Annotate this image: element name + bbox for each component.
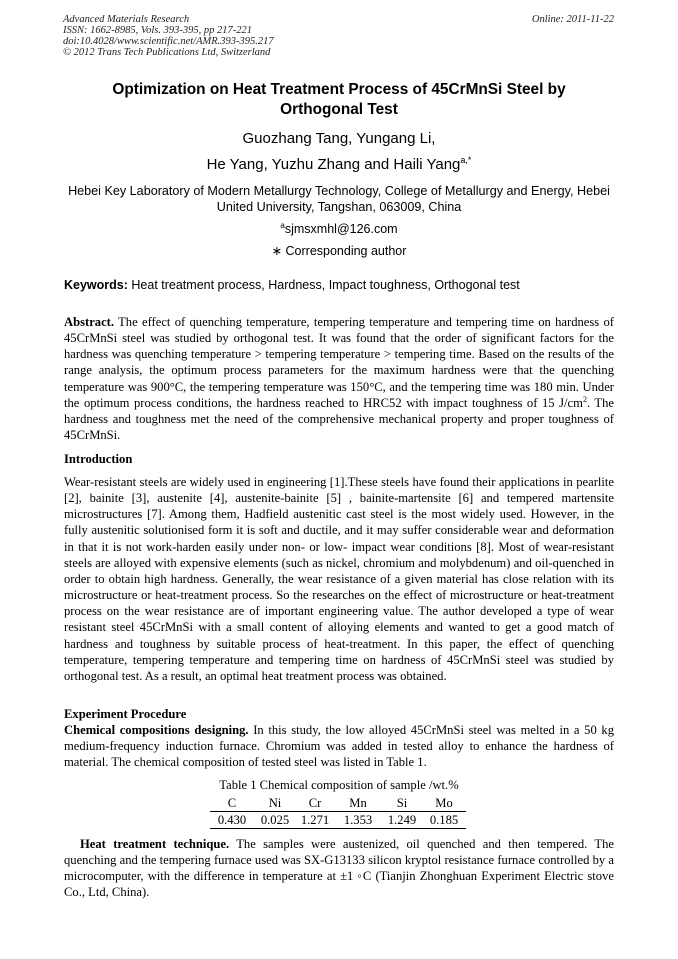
title-line-2: Orthogonal Test	[280, 101, 398, 118]
journal-name: Advanced Materials Research	[63, 14, 190, 25]
email-mark: a	[280, 221, 285, 230]
authors-names: He Yang, Yuzhu Zhang and Haili Yang	[206, 156, 461, 173]
affiliation-line-1: Hebei Key Laboratory of Modern Metallurgy Technology, College of Metallurgy and Energy, Hebei	[68, 184, 610, 198]
email-address[interactable]: sjmsxmhl@126.com	[284, 222, 398, 236]
experiment-heading: Experiment Procedure	[64, 707, 187, 721]
affiliation	[60, 183, 618, 215]
affiliation-line-2: United University, Tangshan, 063009, China	[216, 200, 462, 214]
paper-title	[60, 80, 618, 120]
authors-line-1: Guozhang Tang, Yungang Li,	[242, 130, 436, 147]
table-header-cell: Ni	[254, 795, 296, 812]
chem-text: In this study, the low alloyed 45CrMnSi steel was melted in a 50 kg medium-frequency induction furnace. Chromium was added in tested alloy to enhance the hardness of material. The chemical composition of tested steel was listed in Table 1.	[64, 723, 614, 770]
online-date: Online: 2011-11-22	[531, 14, 614, 25]
journal-info	[63, 14, 274, 58]
abstract-sup: 2	[582, 394, 587, 404]
table-cell: 0.430	[210, 812, 254, 829]
chemical-composition-table	[210, 795, 466, 829]
table-row	[210, 812, 466, 829]
journal-issn: ISSN: 1662-8985, Vols. 393-395, pp 217-221	[63, 25, 252, 36]
table-cell: 0.025	[254, 812, 296, 829]
title-line-1: Optimization on Heat Treatment Process of 45CrMnSi Steel by	[112, 81, 566, 98]
author-email	[60, 222, 618, 236]
heat-text: The samples were austenized, oil quenched and then tempered. The quenching and the tempering furnace used was SX-G13133 silicon kryptol resistance furnace controlled by a microcomputer, with the difference in temperature at ±1 ◦C (Tianjin Zhonghuan Experiment Electric stove Co., Ltd, China).	[64, 837, 614, 900]
keywords-label: Keywords:	[64, 278, 128, 292]
abstract-label: Abstract.	[64, 315, 115, 329]
heat-treatment-paragraph	[64, 836, 614, 901]
chem-label: Chemical compositions designing.	[64, 723, 249, 737]
table-header-row	[210, 795, 466, 812]
table-header-cell: C	[210, 795, 254, 812]
abstract-text-1: The effect of quenching temperature, tempering temperature and tempering time on hardness of 45CrMnSi steel was studied by orthogonal test. It was found that the order of significant factors for the hardness was quenching temperature > tempering temperature > tempering time. Based on the results of the range analysis, the optimum process parameters for the maximum hardness were that the quenching temperature was 900°C, the tempering temperature was 150°C, and the tempering time was 180 min. Under the optimum process conditions, the hardness reached to HRC52 with impact toughness of 15 J/cm	[64, 315, 614, 410]
table-cell: 1.249	[382, 812, 422, 829]
abstract	[64, 314, 614, 443]
corresponding-author-note: ∗ Corresponding author	[271, 244, 407, 258]
chemical-compositions-paragraph	[64, 722, 614, 770]
introduction-text: Wear-resistant steels are widely used in engineering [1].These steels have found their applications in pearlite [2], bainite [3], austenite [4], austenite-bainite [5] , bainite-martensite [6] and tempered martensite microstructures [7]. Among them, Hadfield austenitic cast steel is the most widely used. However, in the fully austenitic solutionised form it is soft and ductile, and it may suffer considerable wear and deformation in that it is not work-harden easily under non- or low- impact wear conditions [8]. Most of wear-resistant steels are alloyed with expensive elements (such as nickel, chromium and molybdenum) and oil-quenched in order to obtain high hardness. Generally, the wear resistance of a given material has close relation with its microstructure or heat-treatment process. So the researches on the effect of microstructure or heat-treatment process on the wear resistance are of important engineering value. The author developed a type of wear resistant steel 45CrMnSi with a small content of alloying elements and wanted to get a good match of hardness and toughness by suitable process of heat-treatment. In this paper, the effect of quenching temperature, tempering temperature and tempering time on hardness of 45CrMnSi steel was studied by orthogonal test. As a result, an optimal heat treatment process was obtained.	[64, 475, 614, 683]
keywords	[64, 278, 618, 292]
abstract-text-2: . The hardness and toughness met the need of the comprehensive mechanical property and proper toughness of 45CrMnSi.	[64, 395, 615, 443]
table-cell: 0.185	[422, 812, 466, 829]
table-header-cell: Mo	[422, 795, 466, 812]
authors-line-2	[60, 156, 618, 174]
table-cell: 1.353	[334, 812, 382, 829]
table-header-cell: Si	[382, 795, 422, 812]
author-affil-mark: a,*	[460, 155, 472, 165]
journal-copyright: © 2012 Trans Tech Publications Ltd, Switzerland	[63, 47, 271, 58]
introduction-heading: Introduction	[64, 452, 133, 466]
journal-doi: doi:10.4028/www.scientific.net/AMR.393-395.217	[63, 36, 274, 47]
table-header-cell: Cr	[296, 795, 334, 812]
heat-label: Heat treatment technique.	[80, 837, 230, 851]
table-cell: 1.271	[296, 812, 334, 829]
keywords-text: Heat treatment process, Hardness, Impact toughness, Orthogonal test	[131, 278, 520, 292]
table-header-cell: Mn	[334, 795, 382, 812]
table-caption: Table 1 Chemical composition of sample /wt.%	[219, 778, 459, 792]
